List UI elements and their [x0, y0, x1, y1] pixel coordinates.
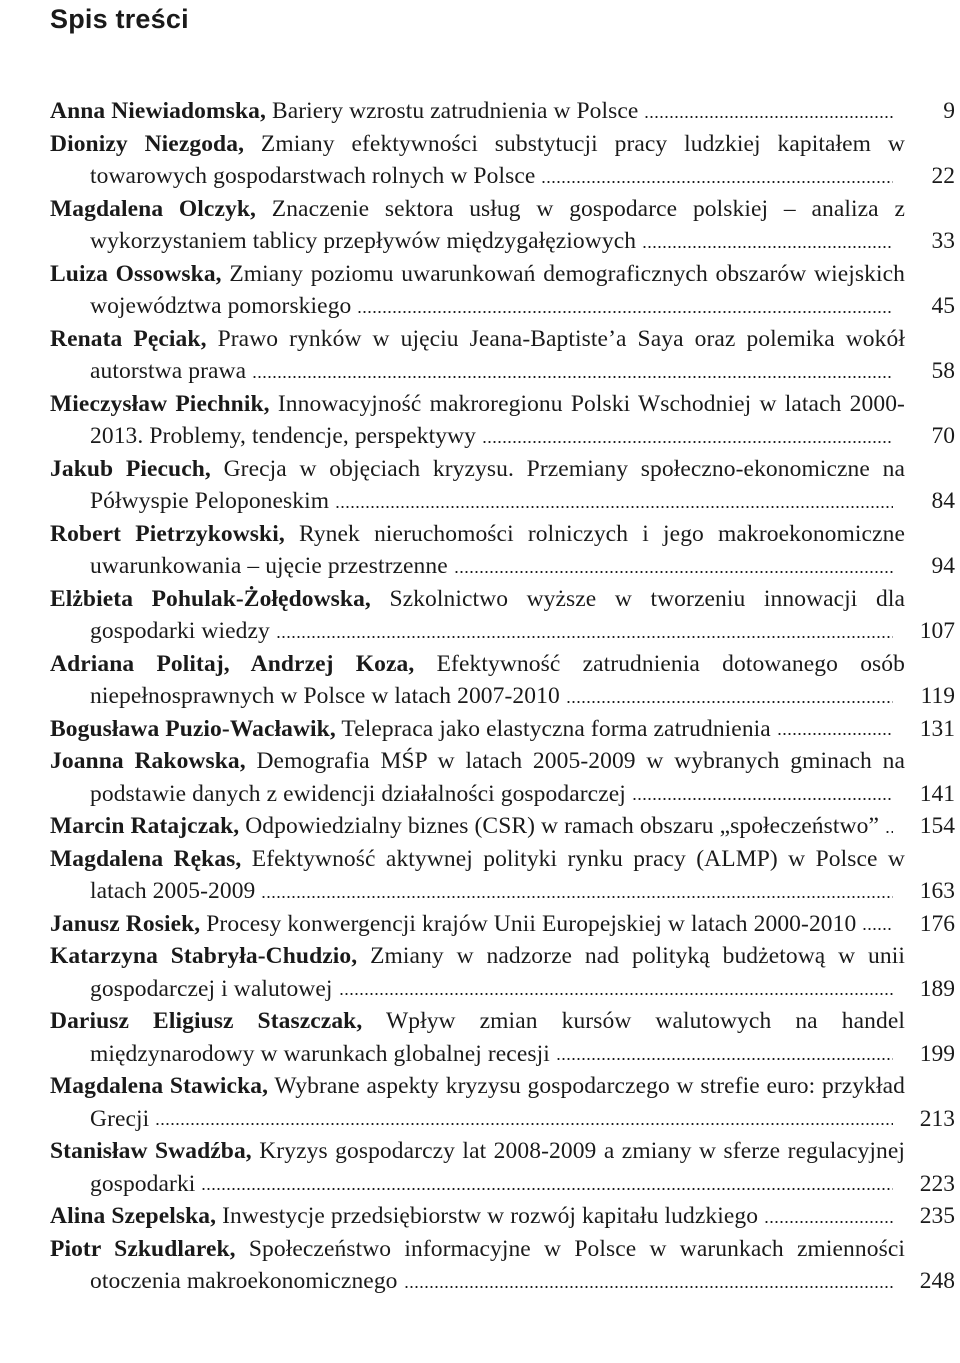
toc-entry-page-number: 33: [931, 228, 955, 254]
toc-entry: [50, 940, 955, 1005]
toc-entry: [50, 1005, 955, 1070]
toc-entry-page-number: 248: [919, 1268, 955, 1294]
toc-entry-page-number: 94: [931, 553, 955, 579]
toc-entry-title: Procesy konwergencji krajów Unii Europejskiej w latach 2000-2010: [206, 910, 857, 937]
toc-entry: [50, 95, 955, 128]
dot-leader-dots: [261, 875, 893, 899]
toc-entry-title: Innowacyjność makroregionu Polski Wschodniej w latach 2000-2013. Problemy, tendencje, perspektywy: [90, 390, 905, 449]
toc-entry-author: Janusz Rosiek,: [50, 910, 201, 937]
toc-entry: [50, 128, 955, 193]
dot-leader: [201, 1168, 893, 1201]
toc-entry-page-number: 119: [920, 683, 955, 709]
table-of-contents: [50, 95, 955, 1298]
toc-entry: [50, 713, 955, 746]
toc-entry-title: Wpływ zmian kursów walutowych na handel międzynarodowy w warunkach globalnej recesji: [90, 1008, 905, 1067]
toc-entry-title: Grecja w objęciach kryzysu. Przemiany społeczno-ekonomiczne na Półwyspie Peloponeskim: [90, 455, 905, 514]
toc-entry-author: Robert Pietrzykowski,: [50, 520, 285, 547]
toc-entry-author: Dariusz Eligiusz Staszczak,: [50, 1008, 363, 1034]
dot-leader-dots: [155, 1103, 893, 1127]
toc-entry-page-number: 107: [919, 618, 955, 644]
dot-leader: [632, 778, 893, 811]
dot-leader: [339, 973, 893, 1006]
toc-entry-title: Znaczenie sektora usług w gospodarce polskiej – analiza z wykorzystaniem tablicy przepływów międzygałęziowych: [90, 195, 905, 254]
dot-leader: [482, 420, 893, 453]
toc-entry: [50, 388, 955, 453]
toc-entry-page-number: 189: [919, 975, 955, 1002]
toc-entry-author: Magdalena Olczyk,: [50, 195, 256, 222]
toc-entry-page-number: 213: [919, 1105, 955, 1132]
dot-leader: [764, 1200, 893, 1233]
toc-entry-author: Anna Niewiadomska,: [50, 98, 266, 124]
toc-entry: [50, 843, 955, 908]
toc-entry-author: Renata Pęciak,: [50, 325, 207, 352]
toc-entry: [50, 745, 955, 810]
toc-entry-author: Adriana Politaj, Andrzej Koza,: [50, 650, 415, 677]
dot-leader-dots: [764, 1200, 893, 1224]
toc-entry-page-number: 84: [931, 488, 955, 514]
dot-leader: [885, 810, 893, 843]
toc-entry-page-number: 154: [919, 813, 955, 839]
toc-entry-title: Zmiany poziomu uwarunkowań demograficznych obszarów wiejskich województwa pomorskiego: [90, 260, 905, 319]
toc-entry-title: Odpowiedzialny biznes (CSR) w ramach obszaru „społeczeństwo”: [245, 813, 879, 839]
toc-entry-page-number: 70: [931, 423, 955, 449]
toc-entry-title: Wybrane aspekty kryzysu gospodarczego w strefie euro: przykład Grecji: [90, 1073, 905, 1132]
dot-leader: [556, 1038, 893, 1071]
dot-leader-dots: [201, 1168, 893, 1192]
toc-entry-title: Bariery wzrostu zatrudnienia w Polsce: [271, 98, 639, 124]
toc-entry-title: Prawo rynków w ujęciu Jeana-Baptiste’a Saya oraz polemika wokół autorstwa prawa: [90, 325, 905, 384]
dot-leader-dots: [862, 908, 893, 932]
toc-entry-author: Alina Szepelska,: [50, 1203, 217, 1229]
dot-leader: [777, 713, 893, 746]
toc-entry-page-number: 58: [931, 358, 955, 384]
toc-entry-page-number: 163: [919, 878, 955, 904]
toc-entry-title: Szkolnictwo wyższe w tworzeniu innowacji dla gospodarki wiedzy: [90, 585, 905, 644]
dot-leader: [276, 615, 893, 648]
dot-leader: [566, 680, 893, 713]
dot-leader: [404, 1265, 893, 1298]
dot-leader: [335, 485, 893, 518]
toc-entry-text: [50, 810, 905, 843]
toc-entry-author: Magdalena Stawicka,: [50, 1073, 269, 1099]
toc-entry: [50, 648, 955, 713]
toc-entry-author: Bogusława Puzio-Wacławik,: [50, 715, 336, 742]
dot-leader-dots: [482, 420, 893, 444]
toc-entry-page-number: 141: [919, 780, 955, 807]
toc-heading: Spis treści: [50, 4, 189, 34]
toc-entry-title: Rynek nieruchomości rolniczych i jego makroekonomiczne uwarunkowania – ujęcie przestrzenne: [90, 520, 905, 579]
dot-leader-dots: [885, 810, 893, 834]
toc-entry-title: Zmiany w nadzorze nad polityką budżetową w unii gospodarczej i walutowej: [90, 943, 905, 1002]
toc-entry-page-number: 176: [919, 910, 955, 937]
dot-leader: [155, 1103, 893, 1136]
dot-leader-dots: [541, 160, 893, 184]
dot-leader-dots: [566, 680, 893, 704]
dot-leader-dots: [335, 485, 893, 509]
dot-leader-dots: [339, 973, 893, 997]
toc-entry: [50, 1070, 955, 1135]
toc-entry: [50, 1200, 955, 1233]
toc-entry-title: Efektywność aktywnej polityki rynku pracy (ALMP) w Polsce w latach 2005-2009: [90, 845, 905, 904]
toc-entry-page-number: 199: [919, 1040, 955, 1067]
toc-entry-text: [50, 908, 905, 941]
dot-leader-dots: [632, 778, 893, 802]
toc-entry: [50, 323, 955, 388]
toc-entry-author: Mieczysław Piechnik,: [50, 390, 270, 417]
toc-entry-title: Kryzys gospodarczy lat 2008-2009 a zmiany w sferze regulacyjnej gospodarki: [90, 1138, 905, 1197]
toc-entry: [50, 810, 955, 843]
toc-entry-author: Jakub Piecuch,: [50, 455, 211, 482]
dot-leader: [252, 355, 893, 388]
dot-leader-dots: [556, 1038, 893, 1062]
toc-entry-author: Piotr Szkudlarek,: [50, 1235, 236, 1262]
toc-entry-page-number: 131: [919, 715, 955, 742]
toc-entry-author: Magdalena Rękas,: [50, 845, 242, 872]
toc-entry-author: Stanisław Swadźba,: [50, 1138, 252, 1164]
toc-entry-author: Dionizy Niezgoda,: [50, 130, 245, 157]
dot-leader-dots: [276, 615, 893, 639]
dot-leader: [862, 908, 893, 941]
dot-leader-dots: [644, 95, 893, 119]
dot-leader-dots: [642, 225, 893, 249]
toc-entry: [50, 518, 955, 583]
toc-entry-title: Demografia MŚP w latach 2005-2009 w wybranych gminach na podstawie danych z ewidencji działalności gospodarczej: [90, 748, 905, 807]
toc-entry-title: Efektywność zatrudnienia dotowanego osób niepełnosprawnych w Polsce w latach 2007-2010: [90, 650, 905, 709]
dot-leader: [454, 550, 893, 583]
toc-entry-title: Zmiany efektywności substytucji pracy ludzkiej kapitałem w towarowych gospodarstwach rolnych w Polsce: [90, 130, 905, 189]
toc-entry-author: Katarzyna Stabryła-Chudzio,: [50, 943, 358, 969]
dot-leader-dots: [777, 713, 893, 737]
dot-leader-dots: [454, 550, 893, 574]
toc-entry-author: Joanna Rakowska,: [50, 748, 246, 774]
toc-entry-page-number: 235: [919, 1203, 955, 1229]
toc-entry: [50, 453, 955, 518]
dot-leader: [357, 290, 893, 323]
toc-entry-page-number: 9: [943, 98, 955, 124]
toc-entry: [50, 1233, 955, 1298]
toc-entry: [50, 908, 955, 941]
dot-leader: [642, 225, 893, 258]
dot-leader: [261, 875, 893, 908]
toc-entry: [50, 1135, 955, 1200]
toc-entry-title: Inwestycje przedsiębiorstw w rozwój kapitału ludzkiego: [222, 1203, 759, 1229]
toc-entry-page-number: 45: [931, 293, 955, 319]
toc-entry: [50, 258, 955, 323]
dot-leader-dots: [357, 290, 893, 314]
toc-entry-author: Marcin Ratajczak,: [50, 813, 240, 839]
dot-leader: [644, 95, 893, 128]
dot-leader-dots: [252, 355, 893, 379]
toc-entry-page-number: 22: [931, 163, 955, 189]
toc-entry-page-number: 223: [919, 1170, 955, 1197]
toc-entry-author: Luiza Ossowska,: [50, 260, 222, 287]
toc-entry: [50, 193, 955, 258]
dot-leader: [541, 160, 893, 193]
toc-entry-author: Elżbieta Pohulak-Żołędowska,: [50, 585, 371, 612]
toc-entry-title: Społeczeństwo informacyjne w Polsce w warunkach zmienności otoczenia makroekonomicznego: [90, 1235, 905, 1294]
toc-entry-title: Telepraca jako elastyczna forma zatrudnienia: [341, 715, 771, 742]
toc-entry: [50, 583, 955, 648]
dot-leader-dots: [404, 1265, 893, 1289]
